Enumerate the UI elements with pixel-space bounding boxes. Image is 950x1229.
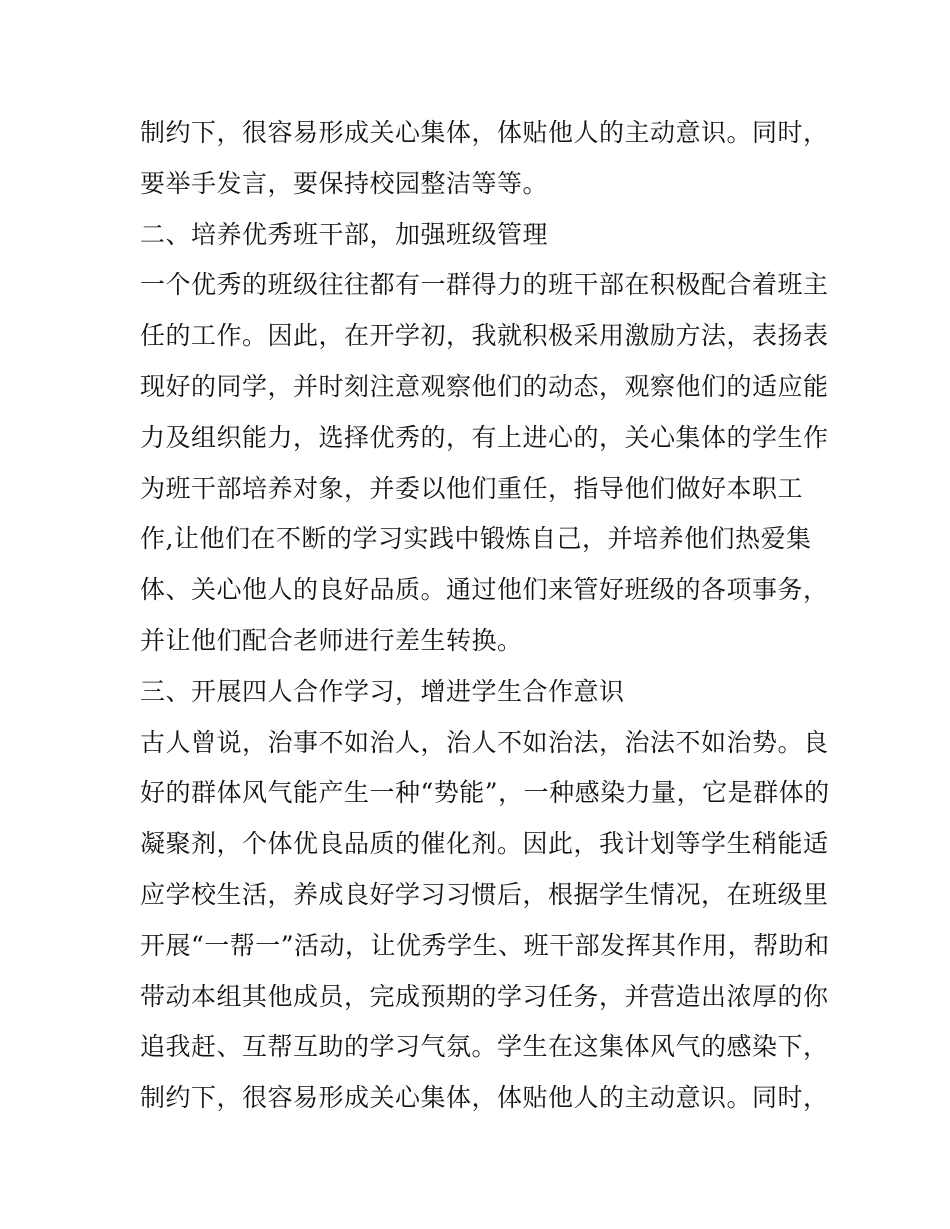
text-line: 任的工作。因此，在开学初，我就积极采用激励方法，表扬表 bbox=[140, 321, 829, 351]
text-line: 带动本组其他成员，完成预期的学习任务，并营造出浓厚的你 bbox=[140, 981, 829, 1011]
text-line: 开展“一帮一”活动，让优秀学生、班干部发挥其作用，帮助和 bbox=[140, 930, 830, 960]
section-heading: 二、培养优秀班干部，加强班级管理 bbox=[140, 219, 549, 249]
document-page bbox=[140, 108, 830, 1124]
text-line: 凝聚剂，个体优良品质的催化剂。因此，我计划等学生稍能适 bbox=[140, 829, 829, 859]
text-line: 并让他们配合老师进行差生转换。 bbox=[140, 625, 523, 655]
text-line: 应学校生活，养成良好学习习惯后，根据学生情况，在班级里 bbox=[140, 879, 829, 909]
text-line: 制约下，很容易形成关心集体，体贴他人的主动意识。同时， bbox=[140, 118, 829, 147]
text-line: 制约下，很容易形成关心集体，体贴他人的主动意识。同时， bbox=[140, 1083, 829, 1113]
text-line: 追我赶、互帮互助的学习气氛。学生在这集体风气的感染下， bbox=[140, 1032, 829, 1062]
text-line: 要举手发言，要保持校园整洁等等。 bbox=[140, 168, 549, 198]
text-line: 力及组织能力，选择优秀的，有上进心的，关心集体的学生作 bbox=[140, 422, 829, 452]
text-line: 体、关心他人的良好品质。通过他们来管好班级的各项事务， bbox=[140, 575, 829, 605]
text-line: 好的群体风气能产生一种“势能”，一种感染力量，它是群体的 bbox=[140, 778, 830, 808]
text-line: 作,让他们在不断的学习实践中锻炼自己，并培养他们热爱集 bbox=[140, 524, 812, 554]
text-line: 古人曾说，治事不如治人，治人不如治法，治法不如治势。良 bbox=[140, 727, 829, 757]
section-heading: 三、开展四人合作学习，增进学生合作意识 bbox=[140, 676, 625, 706]
text-line: 为班干部培养对象，并委以他们重任，指导他们做好本职工 bbox=[140, 473, 804, 503]
text-line: 一个优秀的班级往往都有一群得力的班干部在积极配合着班主 bbox=[140, 270, 829, 300]
text-line: 现好的同学，并时刻注意观察他们的动态，观察他们的适应能 bbox=[140, 371, 829, 401]
